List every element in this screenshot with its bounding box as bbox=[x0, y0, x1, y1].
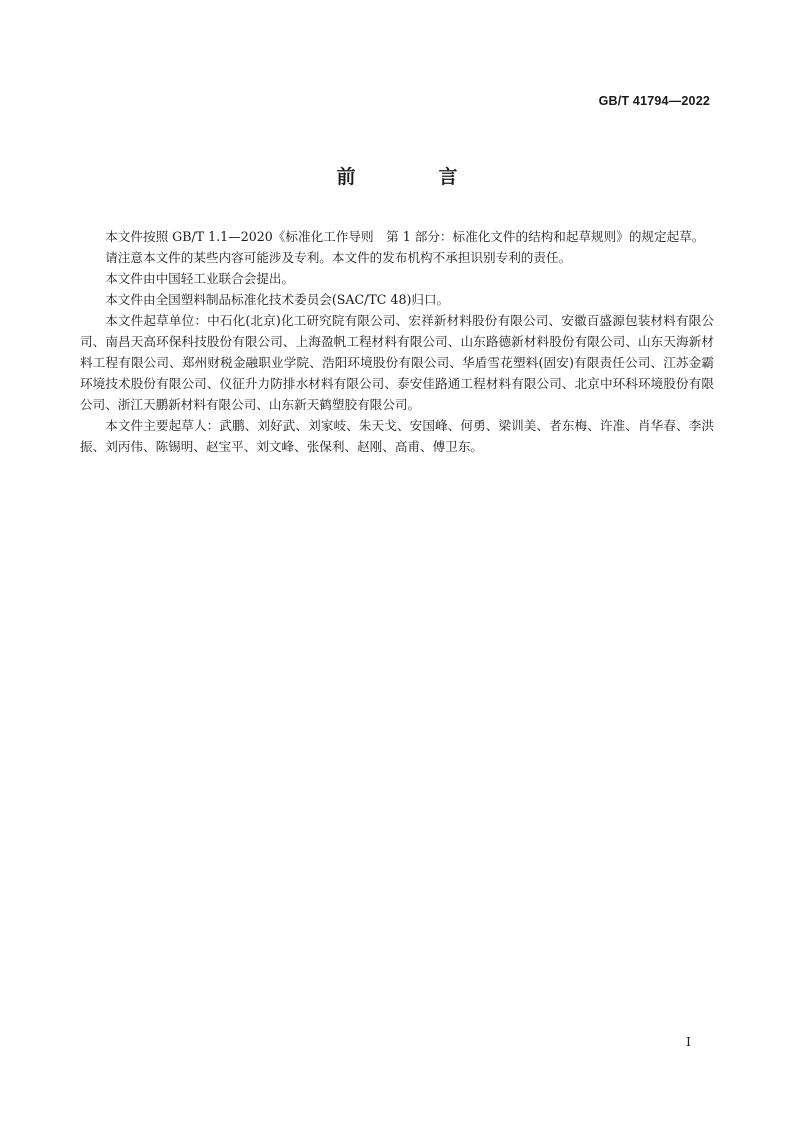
paragraph-proposer: 本文件由中国轻工业联合会提出。 bbox=[105, 271, 295, 286]
page-number: I bbox=[686, 1034, 691, 1049]
paragraph-drafting-rules: 本文件按照 GB/T 1.1—2020《标准化工作导则 第 1 部分：标准化文件的结构和起草规则》的规定起草。 bbox=[105, 229, 705, 244]
paragraph-patent-notice: 请注意本文件的某些内容可能涉及专利。本文件的发布机构不承担识别专利的责任。 bbox=[105, 250, 572, 265]
paragraph-drafting-units: 本文件起草单位：中石化(北京)化工研究院有限公司、宏祥新材料股份有限公司、安徽百盛源包装材料有限公司、南昌天高环保科技股份有限公司、上海盈帆工程材料有限公司、山东路德新材料股份有限公司、山东天海新材料工程有限公司、郑州财税金融职业学院、浩阳环境股份有限公司、华盾雪花塑料(固安)有限责任公司、江苏金霸环境技术股份有限公司、仪征升力防排水材料有限公司、泰安佳路通工程材料有限公司、北京中环科环境股份有限公司、浙江天鹏新材料有限公司、山东新天鹤塑胶有限公司。 bbox=[80, 313, 714, 412]
document-code: GB/T 41794—2022 bbox=[598, 94, 710, 108]
document-body bbox=[80, 226, 714, 457]
page-title: 前 言 bbox=[336, 166, 490, 188]
paragraph-committee: 本文件由全国塑料制品标准化技术委员会(SAC/TC 48)归口。 bbox=[105, 292, 450, 307]
paragraph-drafters: 本文件主要起草人：武鹏、刘好武、刘家岐、朱天戈、安国峰、何勇、梁训美、者东梅、许准、肖华春、李洪振、刘丙伟、陈锡明、赵宝平、刘文峰、张保利、赵刚、高甫、傅卫东。 bbox=[80, 418, 714, 454]
